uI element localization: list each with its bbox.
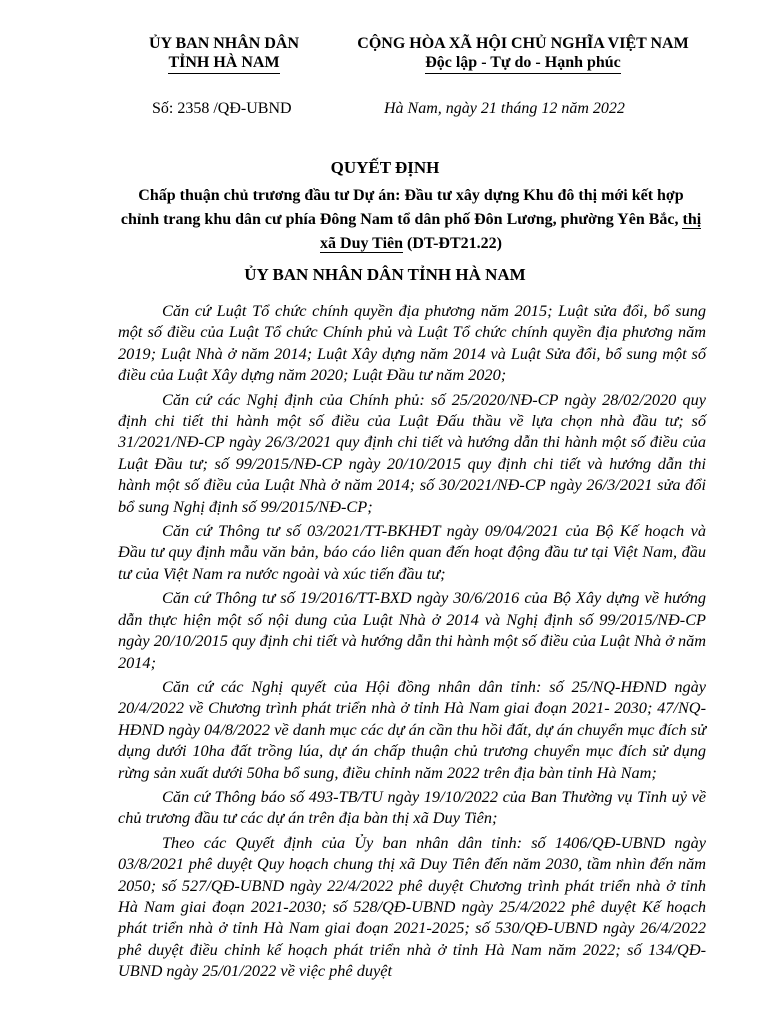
- basis-paragraph: Theo các Quyết định của Ủy ban nhân dân tỉnh: số 1406/QĐ-UBND ngày 03/8/2021 phê duyệt Quy hoạch chung thị xã Duy Tiên đến năm 2030, tầm nhìn đến năm 2050; số 527/QĐ-UBND ngày 22/4/2022 phê duyệt Chương trình phát triển nhà ở tỉnh Hà Nam giai đoạn 2021-2030; số 528/QĐ-UBND ngày 25/4/2022 phê duyệt Kế hoạch phát triển nhà ở tỉnh Hà Nam giai đoạn 2021-2025; số 530/QĐ-UBND ngày 26/4/2022 phê duyệt điều chỉnh kế hoạch phát triển nhà ở tỉnh Hà Nam năm 2022; số 134/QĐ-UBND ngày 25/01/2022 về việc phê duyệt: [118, 832, 706, 981]
- subject-text: Chấp thuận chủ trương đầu tư Dự án: Đầu tư xây dựng Khu đô thị mới kết hợp chỉnh trang khu dân cư phía Đông Nam tổ dân phố Đôn Lương, phường Yên Bắc,: [120, 187, 684, 228]
- issuing-authority: ỦY BAN NHÂN DÂN TỈNH HÀ NAM: [244, 265, 526, 284]
- document-number: Số: 2358 /QĐ-UBND: [152, 100, 292, 117]
- nation-name: CỘNG HÒA XÃ HỘI CHỦ NGHĨA VIỆT NAM: [357, 35, 689, 52]
- subject-code: (DT-ĐT21.22): [403, 235, 502, 252]
- basis-paragraph: Căn cứ Thông báo số 493-TB/TU ngày 19/10/2022 của Ban Thường vụ Tỉnh uỷ về chủ trương đầu tư các dự án trên địa bàn thị xã Duy Tiên;: [118, 786, 706, 828]
- issuing-agency: [136, 34, 312, 74]
- basis-paragraph: Căn cứ các Nghị định của Chính phủ: số 25/2020/NĐ-CP ngày 28/02/2020 quy định chi tiết thi hành một số điều của Luật Đấu thầu về lựa chọn nhà đầu tư; số 31/2021/NĐ-CP ngày 26/3/2021 quy định chi tiết và hướng dẫn thi hành một số điều của Luật Đầu tư; số 99/2015/NĐ-CP ngày 20/10/2015 quy định chi tiết và hướng dẫn thi hành một số điều của Luật Nhà ở năm 2014; số 30/2021/NĐ-CP ngày 26/3/2021 sửa đổi bổ sung Nghị định số 99/2015/NĐ-CP;: [118, 389, 706, 516]
- document-subject: [118, 184, 704, 256]
- national-motto: Độc lập - Tự do - Hạnh phúc: [425, 53, 621, 74]
- basis-paragraph: Căn cứ Luật Tổ chức chính quyền địa phương năm 2015; Luật sửa đổi, bổ sung một số điều của Luật Tổ chức Chính phủ và Luật Tổ chức chính quyền địa phương năm 2019; Luật Nhà ở năm 2014; Luật Xây dựng năm 2014 và Luật Sửa đổi, bổ sung một số điều của Luật Xây dựng năm 2020; Luật Đầu tư năm 2020;: [118, 301, 706, 385]
- basis-paragraph: Căn cứ Thông tư số 03/2021/TT-BKHĐT ngày 09/04/2021 của Bộ Kế hoạch và Đầu tư quy định mẫu văn bản, báo cáo liên quan đến hoạt động đầu tư tại Việt Nam, đầu tư của Việt Nam ra nước ngoài và xúc tiến đầu tư;: [118, 521, 706, 583]
- agency-name: ỦY BAN NHÂN DÂN: [148, 35, 300, 52]
- legal-basis: [118, 300, 706, 985]
- subject-underlined: thị xã Duy Tiên: [320, 211, 702, 252]
- agency-province: TỈNH HÀ NAM: [168, 53, 279, 74]
- document-title: QUYẾT ĐỊNH: [330, 158, 440, 177]
- place-and-date: Hà Nam, ngày 21 tháng 12 năm 2022: [384, 100, 625, 117]
- basis-paragraph: Căn cứ Thông tư số 19/2016/TT-BXD ngày 30/6/2016 của Bộ Xây dựng về hướng dẫn thực hiện một số nội dung của Luật Nhà ở 2014 và Nghị định số 99/2015/NĐ-CP ngày 20/10/2015 quy định chi tiết và hướng dẫn thi hành một số điều của Luật Nhà ở năm 2014;: [118, 588, 706, 672]
- national-header: [330, 34, 716, 74]
- basis-paragraph: Căn cứ các Nghị quyết của Hội đồng nhân dân tỉnh: số 25/NQ-HĐND ngày 20/4/2022 về Chương trình phát triển nhà ở tỉnh Hà Nam giai đoạn 2021- 2030; 47/NQ-HĐND ngày 04/8/2022 về danh mục các dự án cần thu hồi đất, dự án chuyển mục đích sử dụng dưới 10ha đất trồng lúa, dự án chấp thuận chủ trương chuyển mục đích sử dụng rừng sản xuất dưới 50ha bổ sung, điều chỉnh năm 2022 trên địa bàn tỉnh Hà Nam;: [118, 676, 706, 782]
